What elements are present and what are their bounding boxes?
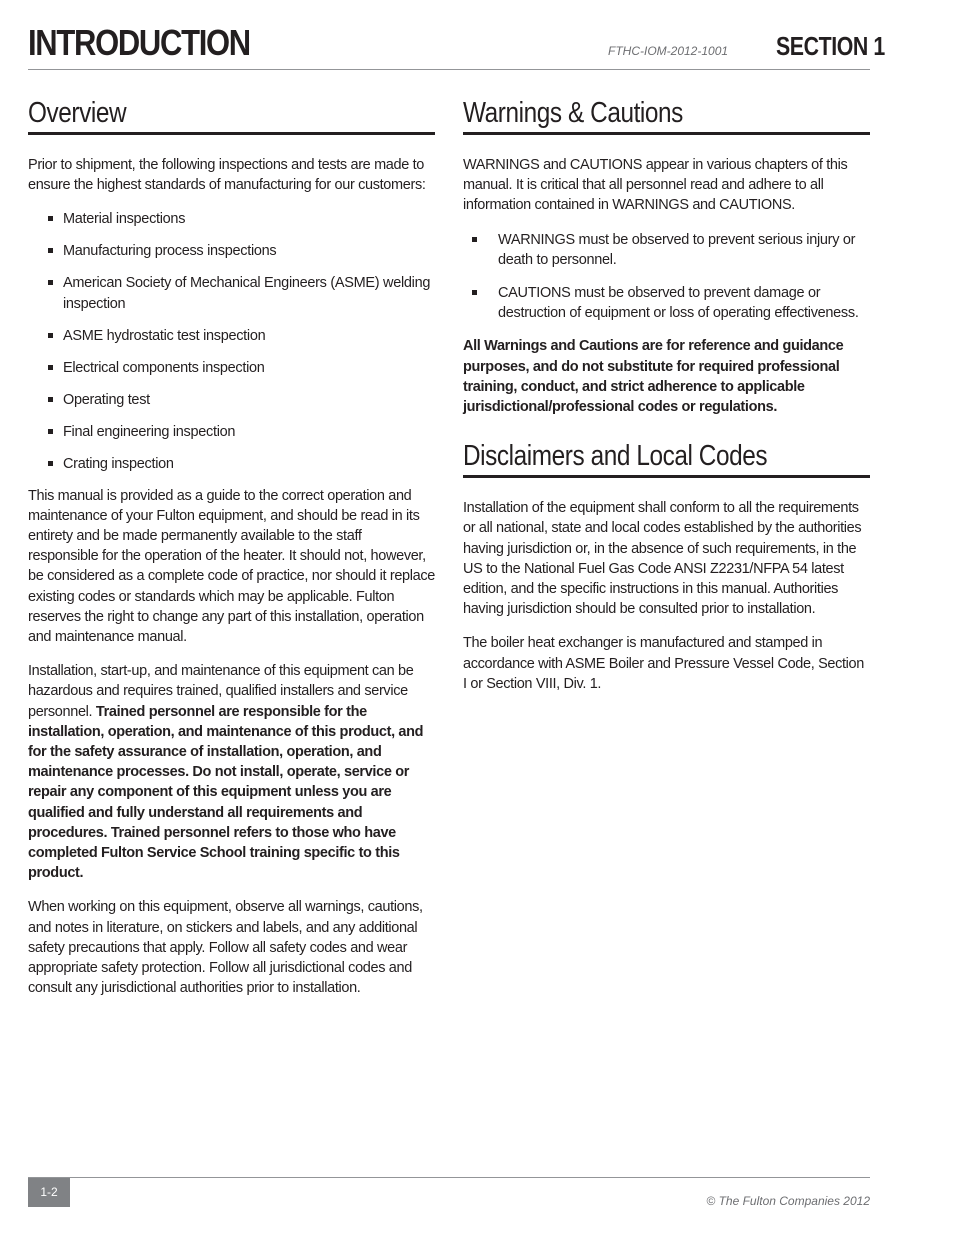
left-column (28, 96, 435, 1012)
trained-personnel-bold-text: Trained personnel are responsible for the installation, operation, and maintenance of this product, and for the safety assurance of installation, operation, and maintenance processes. Do not install, operate, service or repair any component of this equipment unless you are qualified and fully understand all requirements and procedures. Trained personnel refers to those who have completed Fulton Service School training specific to this product. (28, 703, 424, 882)
bullet-square-icon (48, 248, 53, 253)
bullet-square-icon (48, 365, 53, 370)
manual-purpose-paragraph: This manual is provided as a guide to the correct operation and maintenance of your Fulton equipment, and should be read in its entirety and be made permanently available to the staff responsible for the operation of the heater. It should not, however, be considered as a complete code of practice, nor should it replace existing codes or standards which may be applicable. Fulton reserves the right to change any part of this installation, operation and maintenance manual. (28, 487, 435, 646)
disclaimers-heading: Disclaimers and Local Codes (463, 440, 768, 473)
section-label: SECTION 1 (776, 31, 885, 61)
bullet-square-icon (48, 461, 53, 466)
local-codes-paragraph: Installation of the equipment shall conform to all the requirements or all national, state and local codes established by the authorities having jurisdiction or, in the absence of such requirements, in the US to the National Fuel Gas Code ANSI Z2231/NFPA 54 latest edition, and the specific instructions in this manual. Authorities having jurisdiction should be consulted prior to installation. (463, 500, 862, 618)
list-item: Manufacturing process inspections (28, 241, 435, 261)
inspection-list (28, 209, 435, 473)
list-item: Crating inspection (28, 454, 435, 474)
warnings-heading: Warnings & Cautions (463, 97, 683, 129)
safety-precautions-paragraph: When working on this equipment, observe all warnings, cautions, and notes in literature, on stickers and labels, and any additional safety precautions that apply. Follow all safety codes and wear appropriate safety protection. Follow all jurisdictional codes and consult any jurisdictional authorities prior to installation. (28, 899, 423, 997)
bullet-square-icon (472, 290, 477, 295)
overview-intro: Prior to shipment, the following inspections and tests are made to ensure the highest standards of manufacturing for our customers: (28, 157, 426, 194)
bullet-square-icon (48, 333, 53, 338)
header-divider (28, 69, 870, 70)
list-item: ASME hydrostatic test inspection (28, 326, 435, 346)
page-number: 1-2 (28, 1178, 70, 1207)
warnings-list (463, 230, 870, 324)
right-column (463, 96, 870, 708)
disclaimers-heading-rule (463, 475, 870, 478)
list-item: CAUTIONS must be observed to prevent damage or destruction of equipment or loss of operating effectiveness. (463, 283, 870, 323)
copyright-notice: © The Fulton Companies 2012 (706, 1194, 870, 1208)
warnings-bold-note: All Warnings and Cautions are for reference and guidance purposes, and do not substitute for required professional training, conduct, and strict adherence to applicable jurisdictional/professional codes or regulations. (463, 338, 844, 416)
warnings-heading-rule (463, 132, 870, 135)
bullet-square-icon (48, 216, 53, 221)
warnings-intro: WARNINGS and CAUTIONS appear in various chapters of this manual. It is critical that all personnel read and adhere to all information contained in WARNINGS and CAUTIONS. (463, 157, 848, 214)
bullet-square-icon (48, 397, 53, 402)
list-item: WARNINGS must be observed to prevent serious injury or death to personnel. (463, 230, 870, 270)
list-item: Final engineering inspection (28, 422, 435, 442)
footer-divider (28, 1177, 870, 1178)
list-item: Electrical components inspection (28, 358, 435, 378)
overview-heading-rule (28, 132, 435, 135)
asme-code-paragraph: The boiler heat exchanger is manufactured and stamped in accordance with ASME Boiler and Pressure Vessel Code, Section I or Section VIII, Div. 1. (463, 635, 864, 692)
bullet-square-icon (48, 429, 53, 434)
list-item: American Society of Mechanical Engineers (ASME) welding inspection (28, 273, 435, 313)
bullet-square-icon (48, 280, 53, 285)
list-item: Material inspections (28, 209, 435, 229)
list-item: Operating test (28, 390, 435, 410)
document-code: FTHC-IOM-2012-1001 (608, 44, 729, 58)
bullet-square-icon (472, 237, 477, 242)
trained-personnel-paragraph: Installation, start-up, and maintenance of this equipment can be hazardous and requires trained, qualified installers and service personnel. Trained personnel are responsible for the installation, operation, and maintenance of this product, and for the safety assurance of installation, operation, and maintenance processes. Do not install, operate, service or repair any component of this equipment unless you are qualified and fully understand all requirements and procedures. Trained personnel refers to those who have completed Fulton Service School training specific to this product. (28, 663, 424, 882)
overview-heading: Overview (28, 97, 127, 129)
page-title: INTRODUCTION (28, 22, 250, 63)
